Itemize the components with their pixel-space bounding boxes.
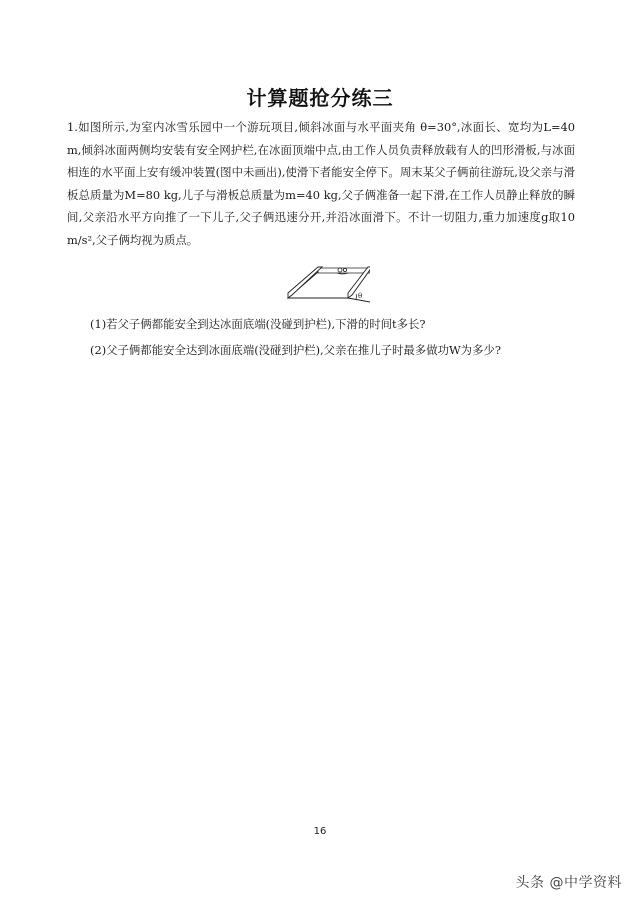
page-number: 16 [313,826,327,837]
problem-text: 1.如图所示,为室内冰雪乐园中一个游玩项目,倾斜冰面与水平面夹角 θ=30°,冰面长、宽均为L=40 m,倾斜冰面两侧均安装有安全网护栏,在冰面顶端中点,由工作人员负责释放载有人的凹形滑板,与冰面相连的水平面上安有缓冲装置(图中未画出),使滑下者能安全停下。周末某父子俩前往游玩,设父亲与滑板总质量为M=80 kg,儿子与滑板总质量为m=40 kg,父子俩准备一起下滑,在工作人员静止释放的瞬间,父亲沿水平方向推了一下儿子,父子俩迅速分开,并沿冰面滑下。不计一切阻力,重力加速度g取10 m/s²,父子俩均视为质点。 [67,120,575,247]
inclined-plane-diagram [280,262,370,308]
angle-label: θ [358,292,363,300]
watermark: 头条 @中学资料 [515,875,622,891]
page-title: 计算题抢分练三 [246,86,394,110]
inclined-ice-figure [280,262,370,308]
question-1: (1)若父子俩都能安全到达冰面底端(没碰到护栏),下滑的时间t多长? [90,317,426,331]
question-2: (2)父子俩都能安全达到冰面底端(没碰到护栏),父亲在推儿子时最多做功W为多少? [90,343,501,357]
